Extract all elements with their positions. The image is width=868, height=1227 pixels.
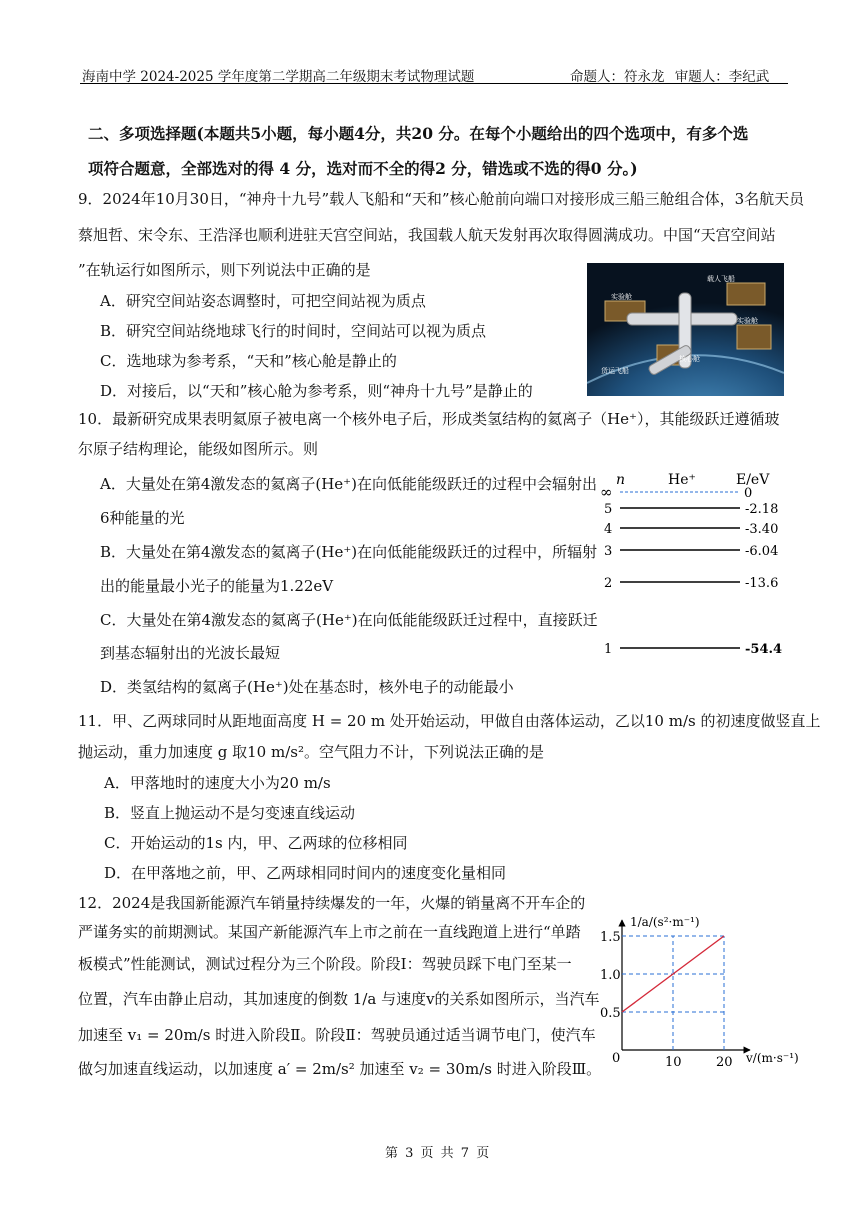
q10-option-c-line1: C．大量处在第4激发态的氦离子(He⁺)在向低能能级跃迁过程中，直接跃迁	[100, 611, 598, 629]
photo-label-lab-1: 实验舱	[611, 293, 632, 301]
energy-level-value-3: -6.04	[745, 544, 779, 559]
q12-line4: 位置，汽车由静止启动，其加速度的倒数 1/a 与速度v的关系如图所示，当汽车	[78, 990, 600, 1008]
q11-stem-line1: 11．甲、乙两球同时从距地面高度 H = 20 m 处开始运动，甲做自由落体运动，乙以10 m/s 的初速度做竖直上	[78, 712, 821, 730]
q12-line5: 加速至 v₁ = 20m/s 时进入阶段Ⅱ。阶段Ⅱ：驾驶员通过适当调节电门，使汽车	[78, 1026, 596, 1044]
q11-option-c: C．开始运动的1s 内，甲、乙两球的位移相同	[104, 834, 408, 852]
energy-level-value-2: -3.40	[745, 522, 779, 537]
energy-level-value-5: -54.4	[745, 642, 783, 657]
graph-y-tick-0: 0.5	[600, 1006, 621, 1021]
q9-option-a: A．研究空间站姿态调整时，可把空间站视为质点	[100, 292, 426, 310]
photo-label-crew-ship: 载人飞船	[707, 275, 735, 283]
graph-x-tick-1: 20	[716, 1055, 733, 1070]
q9-option-d: D．对接后，以“天和”核心舱为参考系，则“神舟十九号”是静止的	[100, 382, 533, 400]
q9-option-b: B．研究空间站绕地球飞行的时间时，空间站可以视为质点	[100, 322, 487, 340]
energy-level-value-1: -2.18	[745, 502, 779, 517]
q10-stem-line2: 尔原子结构理论，能级如图所示。则	[78, 440, 319, 458]
q12-line1: 12．2024是我国新能源汽车销量持续爆发的一年，火爆的销量离不开车企的	[78, 894, 586, 912]
energy-level-n-1: 5	[604, 502, 613, 517]
graph-y-tick-2: 1.5	[600, 930, 621, 945]
q11-stem-line2: 抛运动，重力加速度 g 取10 m/s²。空气阻力不计，下列说法正确的是	[78, 743, 544, 761]
q10-option-a-line2: 6种能量的光	[100, 509, 185, 527]
section-heading-line2: 项符合题意，全部选对的得 4 分，选对而不全的得2 分，错选或不选的得0 分。)	[88, 159, 638, 178]
photo-label-cargo: 货运飞船	[601, 367, 629, 375]
energy-level-n-4: 2	[604, 576, 613, 591]
q10-option-c-line2: 到基态辐射出的光波长最短	[100, 644, 281, 662]
energy-level-n-5: 1	[604, 642, 613, 657]
energy-n-label: n	[616, 472, 626, 488]
q10-stem-line1: 10．最新研究成果表明氦原子被电离一个核外电子后，形成类氢结构的氦离子（He⁺），其能级跃迁遵循玻	[78, 410, 780, 428]
q11-option-b: B．竖直上抛运动不是匀变速直线运动	[104, 804, 356, 822]
q10-option-d: D．类氢结构的氦离子(He⁺)处在基态时，核外电子的动能最小	[100, 678, 514, 696]
section-heading-line1: 二、多项选择题(本题共5小题，每小题4分，共20 分。在每个小题给出的四个选项中，有多个选	[88, 124, 749, 143]
page-number: 第 3 页 共 7 页	[385, 1146, 490, 1161]
q9-stem-line2: 蔡旭哲、宋令东、王浩泽也顺利进驻天宫空间站，我国载人航天发射再次取得圆满成功。中国“天宫空间站	[78, 226, 776, 244]
space-station-image	[587, 263, 784, 396]
graph-x-label: v/(m·s⁻¹)	[746, 1051, 799, 1065]
q11-option-a: A．甲落地时的速度大小为20 m/s	[104, 774, 331, 792]
energy-level-value-0: 0	[744, 486, 753, 501]
header-divider	[80, 83, 788, 84]
photo-label-core: 核心舱	[679, 355, 700, 363]
graph-x-tick-0: 10	[665, 1055, 682, 1070]
q12-line2: 严谨务实的前期测试。某国产新能源汽车上市之前在一直线跑道上进行“单踏	[78, 923, 581, 941]
q12-line3: 板模式”性能测试，测试过程分为三个阶段。阶段Ⅰ：驾驶员踩下电门至某一	[78, 955, 572, 973]
header-authors: 命题人：符永龙 审题人：李纪武	[570, 69, 770, 85]
q10-option-b-line2: 出的能量最小光子的能量为1.22eV	[100, 577, 334, 595]
q11-option-d: D．在甲落地之前，甲、乙两球相同时间内的速度变化量相同	[104, 864, 507, 882]
energy-level-n-2: 4	[604, 522, 613, 537]
q10-option-a-line1: A．大量处在第4激发态的氦离子(He⁺)在向低能能级跃迁的过程中会辐射出	[100, 475, 597, 493]
energy-level-n-0: ∞	[600, 483, 613, 501]
energy-e-label: E/eV	[736, 472, 770, 488]
energy-title: He⁺	[668, 472, 696, 488]
energy-level-n-3: 3	[604, 544, 613, 559]
energy-level-value-4: -13.6	[745, 576, 779, 591]
q10-option-b-line1: B．大量处在第4激发态的氦离子(He⁺)在向低能能级跃迁的过程中，所辐射	[100, 543, 598, 561]
graph-y-tick-1: 1.0	[600, 968, 621, 983]
q9-stem-line3: ”在轨运行如图所示，则下列说法中正确的是	[78, 261, 371, 279]
header-title: 海南中学 2024-2025 学年度第二学期高二年级期末考试物理试题	[82, 69, 475, 85]
q12-line6: 做匀加速直线运动，以加速度 a′ = 2m/s² 加速至 v₂ = 30m/s 时进入阶段Ⅲ。	[78, 1060, 602, 1078]
inverse-acceleration-graph	[600, 912, 806, 1070]
graph-y-label: 1/a/(s²·m⁻¹)	[630, 915, 700, 929]
q9-option-c: C．选地球为参考系，“天和”核心舱是静止的	[100, 352, 397, 370]
graph-origin-label: 0	[612, 1051, 621, 1066]
q9-stem-line1: 9．2024年10月30日，“神舟十九号”载人飞船和“天和”核心舱前向端口对接形成三船三舱组合体，3名航天员	[78, 190, 805, 208]
energy-level-diagram	[598, 468, 790, 668]
photo-label-lab-2: 实验舱	[737, 317, 758, 325]
